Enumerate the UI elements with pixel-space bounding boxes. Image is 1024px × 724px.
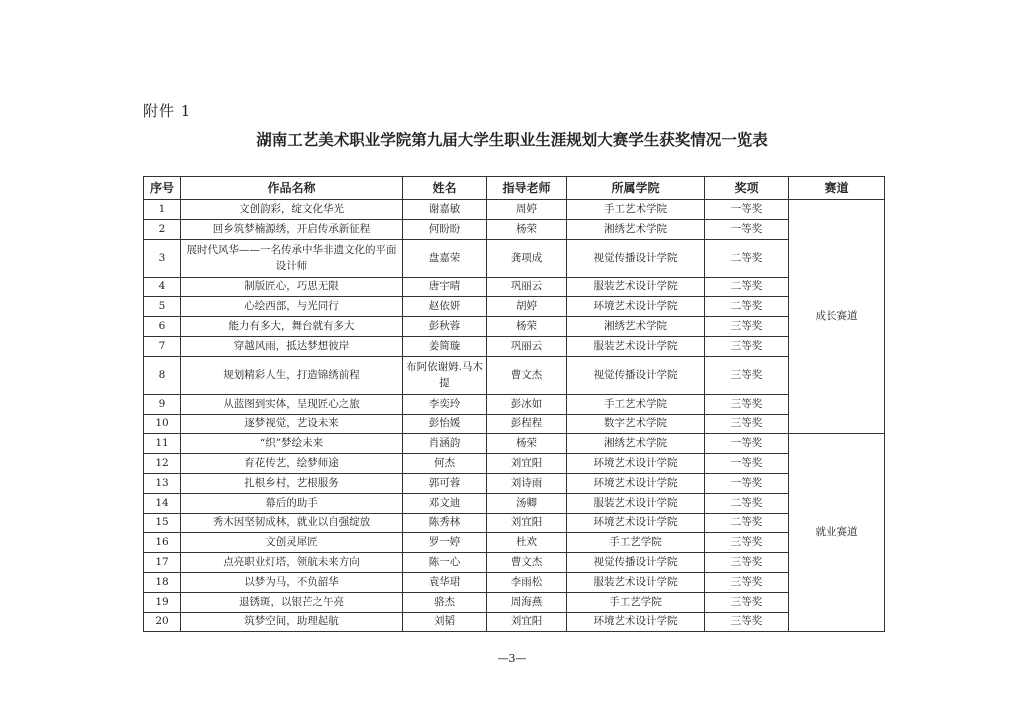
table-row (144, 336, 885, 356)
row-number: 4 (144, 277, 181, 297)
row-number: 12 (144, 454, 181, 474)
table-row (144, 513, 885, 533)
student-name: 盘嘉荣 (403, 239, 487, 277)
teacher-name: 刘宜阳 (487, 513, 567, 533)
award-level: 三等奖 (705, 356, 789, 394)
teacher-name: 彭冰如 (487, 394, 567, 414)
teacher-name: 曹文杰 (487, 356, 567, 394)
table-row (144, 297, 885, 317)
row-number: 19 (144, 592, 181, 612)
track-label: 就业赛道 (789, 434, 885, 632)
student-name: 唐宇晴 (403, 277, 487, 297)
attachment-label: 附件 1 (143, 102, 192, 120)
college-name: 环境艺术设计学院 (567, 454, 705, 474)
work-title: 能力有多大，舞台就有多大 (181, 317, 403, 337)
row-number: 16 (144, 533, 181, 553)
college-name: 湘绣艺术学院 (567, 219, 705, 239)
award-level: 二等奖 (705, 297, 789, 317)
teacher-name: 周婷 (487, 200, 567, 220)
college-name: 环境艺术设计学院 (567, 513, 705, 533)
teacher-name: 巩丽云 (487, 336, 567, 356)
row-number: 10 (144, 414, 181, 434)
teacher-name: 汤卿 (487, 493, 567, 513)
work-title: 秀木因坚韧成林，就业以自强绽放 (181, 513, 403, 533)
student-name: 刘韬 (403, 612, 487, 632)
teacher-name: 李雨松 (487, 572, 567, 592)
header-cell: 奖项 (705, 177, 789, 200)
teacher-name: 巩丽云 (487, 277, 567, 297)
header-cell: 作品名称 (181, 177, 403, 200)
teacher-name: 刘宜阳 (487, 454, 567, 474)
header-cell: 所属学院 (567, 177, 705, 200)
header-cell: 赛道 (789, 177, 885, 200)
row-number: 6 (144, 317, 181, 337)
award-level: 二等奖 (705, 277, 789, 297)
student-name: 邓文迪 (403, 493, 487, 513)
student-name: 彭秋蓉 (403, 317, 487, 337)
table-row (144, 277, 885, 297)
work-title: 筑梦空间，助理起航 (181, 612, 403, 632)
teacher-name: 彭程程 (487, 414, 567, 434)
teacher-name: 杨荣 (487, 317, 567, 337)
table-row (144, 317, 885, 337)
table-row (144, 434, 885, 454)
work-title: 育花传艺，绘梦师途 (181, 454, 403, 474)
award-level: 三等奖 (705, 592, 789, 612)
award-level: 二等奖 (705, 493, 789, 513)
college-name: 服装艺术设计学院 (567, 336, 705, 356)
college-name: 视觉传播设计学院 (567, 239, 705, 277)
row-number: 9 (144, 394, 181, 414)
award-level: 三等奖 (705, 317, 789, 337)
table-row (144, 473, 885, 493)
student-name: 谢嘉敏 (403, 200, 487, 220)
work-title: 退锈斑，以银芒之午亮 (181, 592, 403, 612)
table-row (144, 394, 885, 414)
work-title: 以梦为马，不负韶华 (181, 572, 403, 592)
row-number: 1 (144, 200, 181, 220)
table-row (144, 572, 885, 592)
table-body (144, 200, 885, 632)
award-level: 二等奖 (705, 239, 789, 277)
table-row (144, 414, 885, 434)
table-row (144, 356, 885, 394)
row-number: 5 (144, 297, 181, 317)
student-name: 陈秀林 (403, 513, 487, 533)
student-name: 肖涵韵 (403, 434, 487, 454)
row-number: 7 (144, 336, 181, 356)
row-number: 11 (144, 434, 181, 454)
award-level: 一等奖 (705, 473, 789, 493)
student-name: 何盼盼 (403, 219, 487, 239)
teacher-name: 刘宜阳 (487, 612, 567, 632)
row-number: 3 (144, 239, 181, 277)
student-name: 袁华珺 (403, 572, 487, 592)
award-level: 三等奖 (705, 394, 789, 414)
student-name: 彭怡媛 (403, 414, 487, 434)
table-row (144, 533, 885, 553)
award-level: 三等奖 (705, 553, 789, 573)
teacher-name: 杨荣 (487, 434, 567, 454)
award-level: 三等奖 (705, 336, 789, 356)
college-name: 数字艺术学院 (567, 414, 705, 434)
row-number: 8 (144, 356, 181, 394)
table-row (144, 553, 885, 573)
table-header-row (144, 177, 885, 200)
row-number: 17 (144, 553, 181, 573)
award-level: 三等奖 (705, 612, 789, 632)
work-title: 心绘西部，与光同行 (181, 297, 403, 317)
student-name: 罗一婷 (403, 533, 487, 553)
row-number: 13 (144, 473, 181, 493)
row-number: 15 (144, 513, 181, 533)
work-title: 规划精彩人生，打造锦绣前程 (181, 356, 403, 394)
track-label: 成长赛道 (789, 200, 885, 434)
college-name: 手工艺学院 (567, 592, 705, 612)
row-number: 2 (144, 219, 181, 239)
header-cell: 序号 (144, 177, 181, 200)
table-row (144, 239, 885, 277)
header-cell: 姓名 (403, 177, 487, 200)
college-name: 服装艺术设计学院 (567, 493, 705, 513)
work-title: 扎根乡村，艺根服务 (181, 473, 403, 493)
student-name: 骆杰 (403, 592, 487, 612)
college-name: 服装艺术设计学院 (567, 277, 705, 297)
college-name: 手工艺术学院 (567, 394, 705, 414)
work-title: 从蓝图到实体，呈现匠心之旅 (181, 394, 403, 414)
college-name: 湘绣艺术学院 (567, 317, 705, 337)
awards-table (143, 176, 885, 632)
award-level: 一等奖 (705, 454, 789, 474)
college-name: 环境艺术设计学院 (567, 473, 705, 493)
award-level: 三等奖 (705, 533, 789, 553)
teacher-name: 曹文杰 (487, 553, 567, 573)
award-level: 一等奖 (705, 434, 789, 454)
work-title: 展时代风华——一名传承中华非遗文化的平面设计师 (181, 239, 403, 277)
college-name: 服装艺术设计学院 (567, 572, 705, 592)
table-row (144, 454, 885, 474)
work-title: 回乡筑梦楠源绣，开启传承新征程 (181, 219, 403, 239)
teacher-name: 周海燕 (487, 592, 567, 612)
student-name: 何杰 (403, 454, 487, 474)
work-title: 幕后的助手 (181, 493, 403, 513)
table-row (144, 219, 885, 239)
teacher-name: 刘诗雨 (487, 473, 567, 493)
college-name: 视觉传播设计学院 (567, 553, 705, 573)
work-title: “织”梦绘未来 (181, 434, 403, 454)
work-title: 制版匠心，巧思无限 (181, 277, 403, 297)
table-row (144, 200, 885, 220)
document-title: 湖南工艺美术职业学院第九届大学生职业生涯规划大赛学生获奖情况一览表 (256, 131, 768, 149)
college-name: 手工艺术学院 (567, 200, 705, 220)
teacher-name: 龚项成 (487, 239, 567, 277)
award-level: 三等奖 (705, 414, 789, 434)
table-row (144, 612, 885, 632)
college-name: 湘绣艺术学院 (567, 434, 705, 454)
table-row (144, 592, 885, 612)
teacher-name: 杨荣 (487, 219, 567, 239)
table-row (144, 493, 885, 513)
header-cell: 指导老师 (487, 177, 567, 200)
student-name: 李奕玲 (403, 394, 487, 414)
work-title: 文创韵彩，绽文化华光 (181, 200, 403, 220)
teacher-name: 杜欢 (487, 533, 567, 553)
student-name: 郭可蓉 (403, 473, 487, 493)
row-number: 20 (144, 612, 181, 632)
teacher-name: 胡婷 (487, 297, 567, 317)
work-title: 穿越风雨，抵达梦想彼岸 (181, 336, 403, 356)
award-level: 二等奖 (705, 513, 789, 533)
award-level: 一等奖 (705, 200, 789, 220)
student-name: 布阿依谢姆.马木提 (403, 356, 487, 394)
row-number: 14 (144, 493, 181, 513)
student-name: 姜简璇 (403, 336, 487, 356)
student-name: 陈一心 (403, 553, 487, 573)
award-level: 三等奖 (705, 572, 789, 592)
college-name: 视觉传播设计学院 (567, 356, 705, 394)
student-name: 赵依妍 (403, 297, 487, 317)
work-title: 点亮职业灯塔，领航未来方向 (181, 553, 403, 573)
row-number: 18 (144, 572, 181, 592)
page-number: —3— (497, 652, 527, 665)
college-name: 环境艺术设计学院 (567, 297, 705, 317)
college-name: 手工艺学院 (567, 533, 705, 553)
college-name: 环境艺术设计学院 (567, 612, 705, 632)
work-title: 逐梦视觉，艺设未来 (181, 414, 403, 434)
award-level: 一等奖 (705, 219, 789, 239)
work-title: 文创灵犀匠 (181, 533, 403, 553)
